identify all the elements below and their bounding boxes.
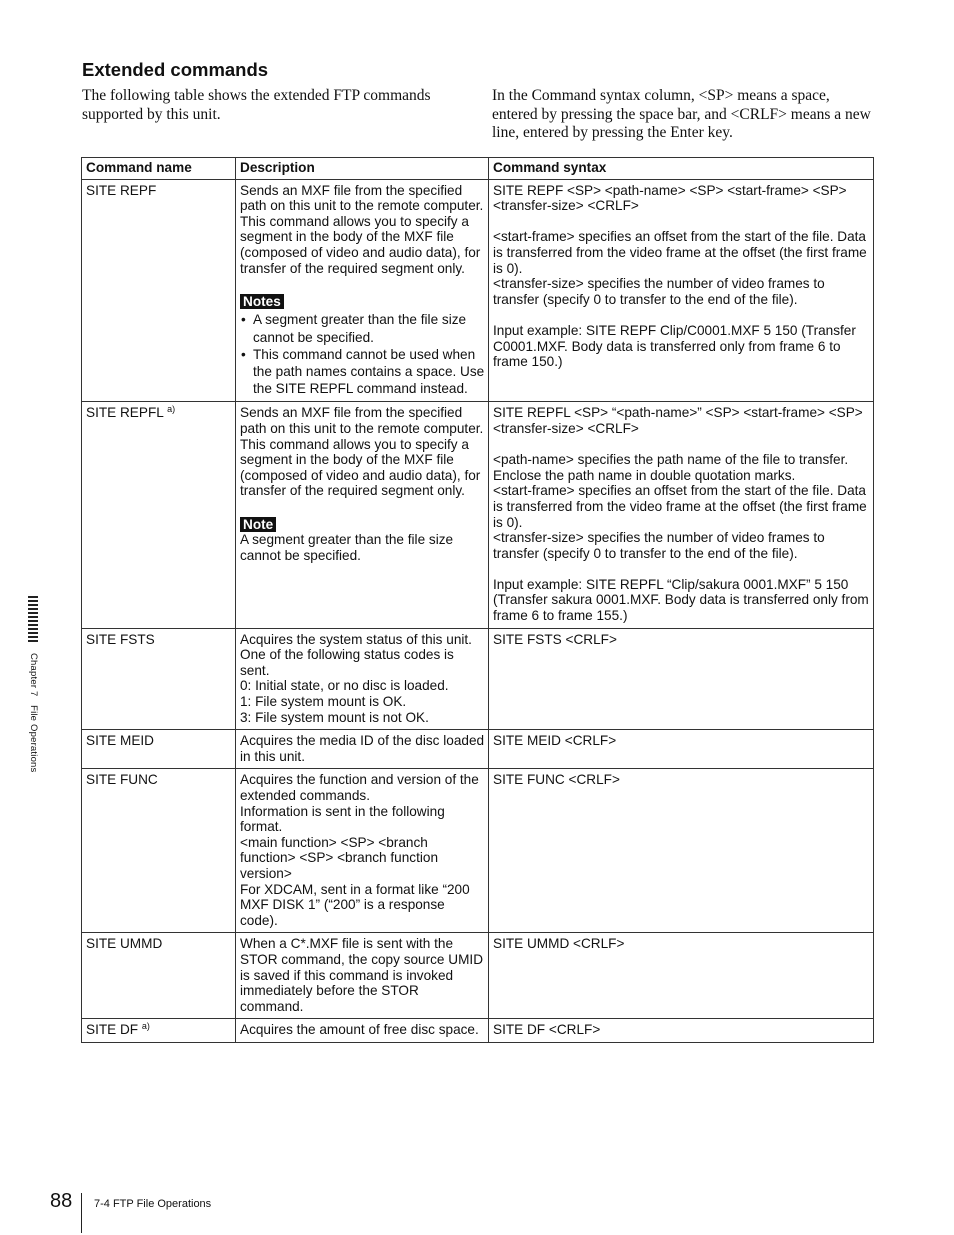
- command-name: [82, 730, 236, 769]
- command-name: [82, 402, 236, 628]
- description-text: Acquires the system status of this unit. One of the following status codes is sent.: [240, 631, 472, 678]
- syntax-text: SITE MEID <CRLF>: [493, 733, 617, 749]
- header-command-name: Command name: [82, 158, 236, 180]
- footer-divider: [81, 1193, 82, 1233]
- syntax-text: SITE REPF <SP> <path-name> <SP> <start-frame> <SP> <transfer-size> <CRLF>: [493, 182, 847, 214]
- command-name: [82, 769, 236, 933]
- description-text: Information is sent in the following format.: [240, 803, 445, 835]
- syntax-text: SITE FSTS <CRLF>: [493, 631, 617, 647]
- command-name-text: SITE UMMD: [86, 936, 163, 952]
- description-text: Acquires the amount of free disc space.: [240, 1022, 479, 1038]
- command-name: [82, 1019, 236, 1043]
- command-name-text: SITE MEID: [86, 733, 154, 749]
- intro-left: The following table shows the extended FTP commands supported by this unit.: [82, 87, 431, 123]
- table-row: [82, 1019, 874, 1043]
- description-text: Sends an MXF file from the specified path on this unit to the remote computer. This command allows you to specify a segment in the body of the MXF file (composed of video and audio data), for transfer of the required segment only.: [240, 182, 484, 276]
- syntax-text: <start-frame> specifies an offset from the start of the file. Data is transferred from the video frame at the offset (the first frame is 0).: [493, 483, 867, 530]
- command-name-text: SITE FSTS: [86, 631, 155, 647]
- note-item: • A segment greater than the file size cannot be specified.: [240, 311, 485, 345]
- chapter-tab-marker: [28, 596, 38, 644]
- commands-table: [81, 157, 874, 1043]
- syntax-text: SITE REPFL <SP> “<path-name>” <SP> <start-frame> <SP> <transfer-size> <CRLF>: [493, 405, 863, 436]
- section-title: Extended commands: [82, 59, 269, 80]
- command-description: [236, 628, 489, 730]
- table-row: [82, 402, 874, 628]
- header-description: Description: [236, 158, 489, 180]
- command-syntax: [489, 402, 874, 628]
- command-syntax: [489, 933, 874, 1019]
- syntax-text: <transfer-size> specifies the number of video frames to transfer (specify 0 to transfer to the end of the file).: [493, 530, 825, 561]
- chapter-label: Chapter 7: [28, 653, 39, 697]
- status-code-text: 3: File system mount is not OK.: [240, 709, 429, 725]
- status-code-text: 0: Initial state, or no disc is loaded.: [240, 678, 449, 694]
- command-description: [236, 933, 489, 1019]
- status-code-text: 1: File system mount is OK.: [240, 694, 407, 710]
- command-name-text: SITE REPFL: [86, 405, 164, 421]
- syntax-text: SITE DF <CRLF>: [493, 1022, 601, 1038]
- command-name: [82, 179, 236, 402]
- note-item: • This command cannot be used when the path names contains a space. Use the SITE REPFL command instead.: [240, 346, 485, 398]
- command-name: [82, 933, 236, 1019]
- command-syntax: [489, 730, 874, 769]
- command-syntax: [489, 179, 874, 402]
- footer-section-title: 7-4 FTP File Operations: [94, 1198, 212, 1210]
- description-text: Sends an MXF file from the specified path on this unit to the remote computer. This command allows you to specify a segment in the body of the MXF file (composed of video and audio data), for transfer of the required segment only.: [240, 405, 484, 499]
- command-name-text: SITE DF: [86, 1022, 139, 1038]
- note-label: Note: [240, 517, 276, 533]
- chapter-sidebar-text: [28, 653, 39, 772]
- command-syntax: [489, 769, 874, 933]
- syntax-text: Input example: SITE REPF Clip/C0001.MXF 5 150 (Transfer C0001.MXF. Body data is transferred only from frame 6 to frame 150.): [493, 322, 856, 370]
- syntax-text: <path-name> specifies the path name of the file to transfer. Enclose the path name in double quotation marks.: [493, 452, 849, 483]
- page-number: 88: [50, 1190, 73, 1212]
- table-row: [82, 179, 874, 402]
- description-text: For XDCAM, sent in a format like “200 MXF DISK 1” (“200” is a response code).: [240, 881, 470, 928]
- description-text: When a C*.MXF file is sent with the STOR command, the copy source UMID is saved if this command is invoked immediately before the STOR command.: [240, 936, 484, 1014]
- chapter-section-label: File Operations: [28, 705, 39, 773]
- chapter-sidebar: [25, 653, 39, 798]
- footnote-marker: a): [141, 1021, 150, 1032]
- command-description: [236, 402, 489, 628]
- command-description: [236, 730, 489, 769]
- table-row: [82, 933, 874, 1019]
- syntax-text: SITE FUNC <CRLF>: [493, 772, 620, 788]
- notes-list: [240, 311, 485, 397]
- command-syntax: [489, 1019, 874, 1043]
- table-row: [82, 769, 874, 933]
- command-description: [236, 179, 489, 402]
- table-row: [82, 730, 874, 769]
- syntax-text: SITE UMMD <CRLF>: [493, 936, 625, 952]
- notes-label: Notes: [240, 294, 284, 310]
- description-text: <main function> <SP> <branch function> <SP> <branch function version>: [240, 834, 439, 881]
- table-row: [82, 628, 874, 730]
- command-description: [236, 769, 489, 933]
- command-name-text: SITE FUNC: [86, 772, 158, 788]
- table-header-row: [82, 158, 874, 180]
- command-description: [236, 1019, 489, 1043]
- footnote-marker: a): [167, 404, 176, 415]
- syntax-text: <transfer-size> specifies the number of video frames to transfer (specify 0 to transfer to the end of the file).: [493, 276, 825, 307]
- command-name: [82, 628, 236, 730]
- description-text: Acquires the function and version of the extended commands.: [240, 772, 479, 804]
- note-text: A segment greater than the file size cannot be specified.: [240, 532, 454, 563]
- intro-right: In the Command syntax column, <SP> means a space, entered by pressing the space bar, and <CRLF> means a new line, entered by pressing the Enter key.: [492, 87, 871, 141]
- command-name-text: SITE REPF: [86, 182, 157, 198]
- command-syntax: [489, 628, 874, 730]
- syntax-text: Input example: SITE REPFL “Clip/sakura 0001.MXF” 5 150 (Transfer sakura 0001.MXF. Body data is transferred only from frame 6 to frame 155.): [493, 576, 869, 624]
- header-command-syntax: Command syntax: [489, 158, 874, 180]
- description-text: Acquires the media ID of the disc loaded in this unit.: [240, 733, 485, 764]
- syntax-text: <start-frame> specifies an offset from the start of the file. Data is transferred from the video frame at the offset (the first frame is 0).: [493, 229, 867, 276]
